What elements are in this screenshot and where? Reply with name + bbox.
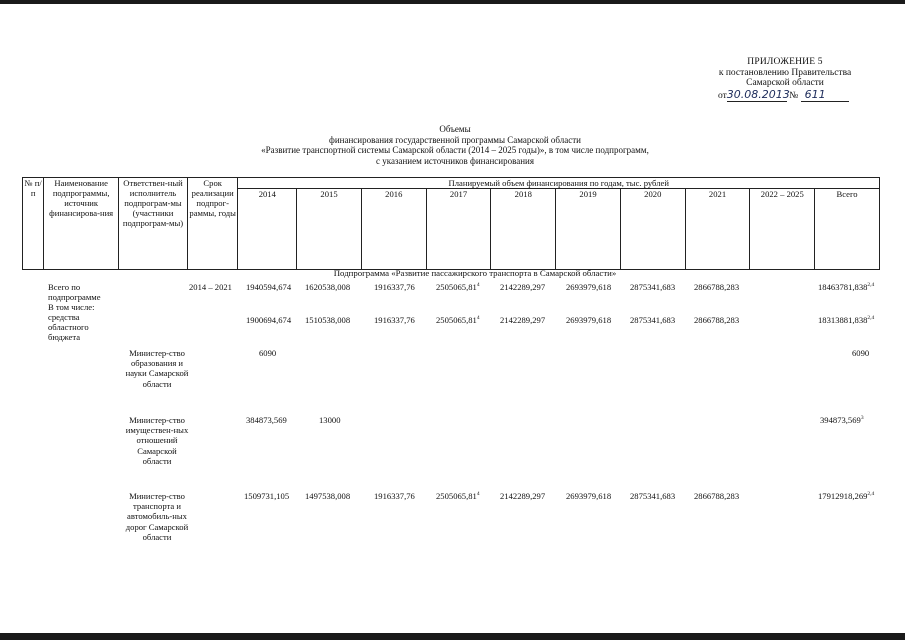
financing-table-header	[22, 177, 880, 270]
subprogram-title: Подпрограмма «Развитие пассажирского транспорта в Самарской области»	[333, 268, 617, 278]
transport-all	[818, 491, 874, 501]
executor-ministry-transport: Министер-ство транспорта и автомобиль-ных дорог Самарской области	[125, 491, 189, 542]
total-2015: 1620538,008	[305, 282, 351, 292]
title-line1: Объемы	[439, 124, 471, 134]
header-year-2017: 2017	[426, 189, 491, 270]
budget-2020: 2875341,683	[630, 315, 676, 325]
title-line3: «Развитие транспортной системы Самарской области (2014 – 2025 годы)», в том числе подпрограмм,	[261, 145, 649, 155]
total-label	[48, 282, 118, 342]
budget-all-value: 18313881,838	[818, 315, 868, 325]
budget-label: средства областного бюджета	[48, 312, 89, 342]
transport-2015: 1497538,008	[305, 491, 351, 501]
scan-edge-top	[0, 0, 905, 4]
title-line2: финансирования государственной программы Самарской области	[328, 134, 581, 145]
header-year-2022-2025: 2022 – 2025	[750, 189, 815, 270]
appendix-block	[690, 57, 880, 102]
executor-ministry-education: Министер-ство образования и науки Самарской области	[125, 348, 189, 389]
header-year-2014: 2014	[238, 189, 297, 270]
header-term: Срок реализации подпрог-раммы, годы	[187, 178, 238, 270]
property-2014: 384873,569	[246, 415, 287, 425]
transport-2017-note: 4	[476, 491, 480, 498]
from-label: от	[718, 90, 727, 101]
handwritten-date: 30.08.2013	[726, 87, 790, 101]
header-year-2020: 2020	[620, 189, 685, 270]
transport-all-value: 17912918,269	[818, 491, 868, 501]
transport-2020: 2875341,683	[630, 491, 676, 501]
appendix-reference	[690, 87, 880, 103]
header-year-2018: 2018	[491, 189, 556, 270]
budget-2019: 2693979,618	[566, 315, 612, 325]
transport-all-note: 2,4	[867, 491, 875, 498]
transport-2016: 1916337,76	[374, 491, 415, 501]
edu-2014: 6090	[259, 348, 277, 358]
term-value: 2014 – 2021	[189, 282, 232, 292]
appendix-line3: Самарской области	[746, 78, 824, 88]
total-2018: 2142289,297	[500, 282, 546, 292]
appendix-line2: к постановлению Правительства	[718, 67, 852, 78]
property-all-value: 394873,569	[820, 415, 861, 425]
header-year-2021: 2021	[685, 189, 750, 270]
appendix-title: ПРИЛОЖЕНИЕ 5	[747, 57, 823, 67]
number-label: №	[789, 90, 799, 101]
transport-2021: 2866788,283	[694, 491, 740, 501]
budget-2014: 1900694,674	[246, 315, 292, 325]
budget-2017	[436, 315, 480, 325]
total-label-text: Всего по подпрограмме	[48, 282, 101, 302]
header-name: Наименование подпрограммы, источник финансирова-ния	[44, 178, 119, 270]
property-all-note: 3	[860, 415, 864, 422]
handwritten-number: 611	[804, 87, 826, 101]
header-executor: Ответствен-ный исполнитель подпрограм-мы (участники подпрограм-мы)	[119, 178, 188, 270]
budget-2017-value: 2505065,81	[436, 315, 477, 325]
total-2016: 1916337,76	[374, 282, 415, 292]
budget-2016: 1916337,76	[374, 315, 415, 325]
executor-ministry-property: Министер-ство имуществен-ных отношений Самарской области	[125, 415, 189, 466]
total-2020: 2875341,683	[630, 282, 676, 292]
total-2017	[436, 282, 480, 292]
title-line4: с указанием источников финансирования	[375, 155, 535, 166]
property-2015: 13000	[319, 415, 341, 425]
transport-2017-value: 2505065,81	[436, 491, 477, 501]
header-year-2015: 2015	[297, 189, 362, 270]
total-2014: 1940594,674	[246, 282, 292, 292]
budget-2017-note: 4	[476, 315, 480, 322]
budget-all	[818, 315, 874, 325]
transport-2017	[436, 491, 480, 501]
total-all	[818, 282, 874, 292]
total-all-value: 18463781,838	[818, 282, 868, 292]
budget-2021: 2866788,283	[694, 315, 740, 325]
total-2021: 2866788,283	[694, 282, 740, 292]
total-2017-note: 4	[476, 282, 480, 289]
header-total: Всего	[815, 189, 880, 270]
budget-2015: 1510538,008	[305, 315, 351, 325]
edu-all: 6090	[852, 348, 870, 358]
header-year-2016: 2016	[361, 189, 426, 270]
header-number: № п/п	[23, 178, 44, 270]
transport-2019: 2693979,618	[566, 491, 612, 501]
budget-all-note: 2,4	[867, 315, 875, 322]
transport-2018: 2142289,297	[500, 491, 546, 501]
total-2019: 2693979,618	[566, 282, 612, 292]
header-year-2019: 2019	[556, 189, 621, 270]
including-label: В том числе:	[48, 302, 95, 312]
header-planned: Планируемый объем финансирования по годам, тыс. рублей	[238, 178, 880, 189]
scan-edge-bottom	[0, 633, 905, 640]
document-title	[180, 124, 730, 166]
property-all	[820, 415, 864, 425]
total-2017-value: 2505065,81	[436, 282, 477, 292]
transport-2014: 1509731,105	[244, 491, 290, 501]
total-all-note: 2,4	[867, 282, 875, 289]
budget-2018: 2142289,297	[500, 315, 546, 325]
